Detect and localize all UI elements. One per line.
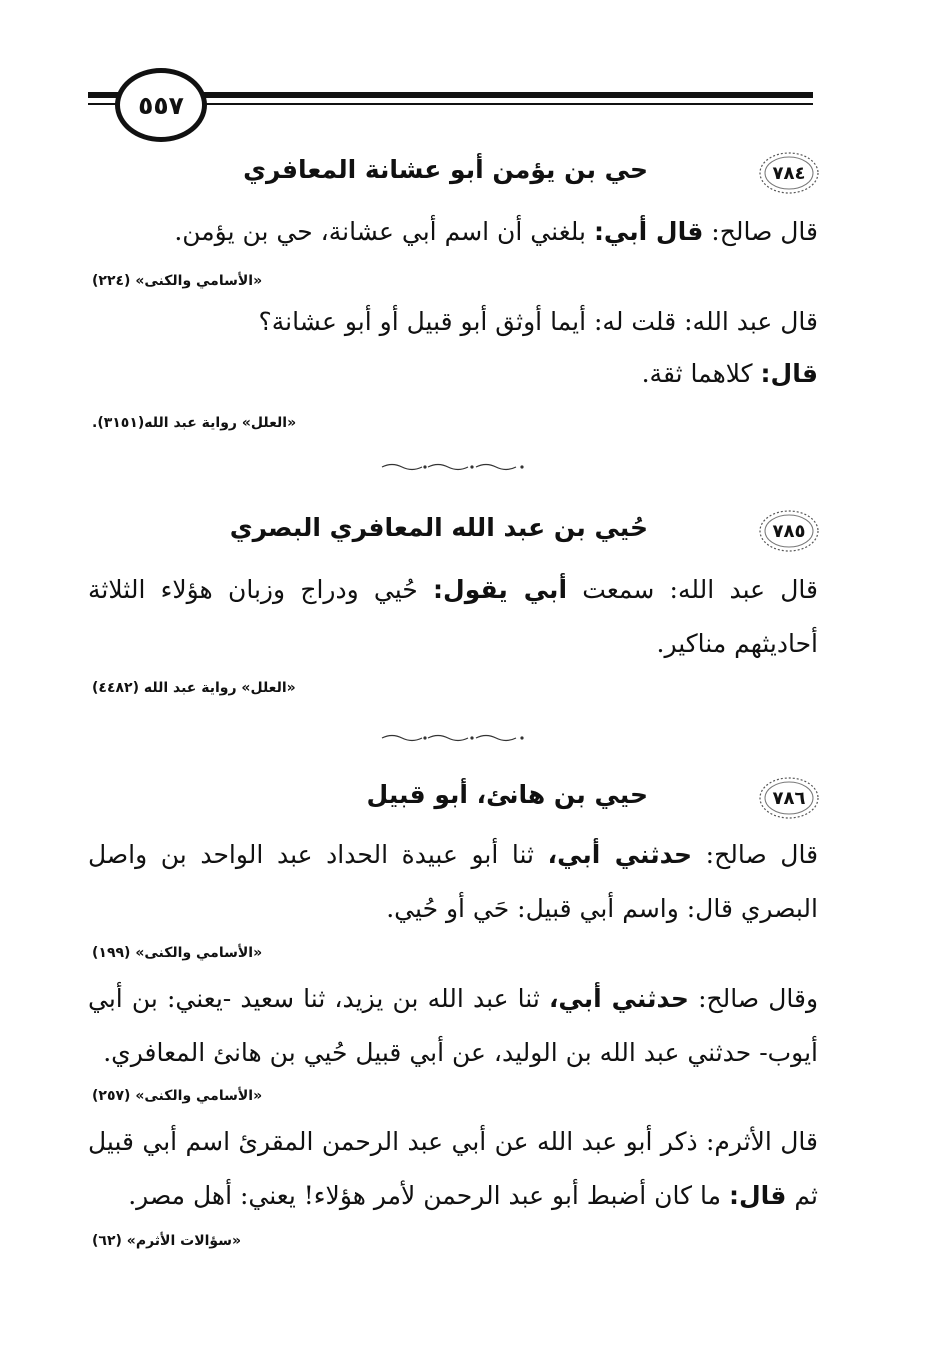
ornamental-divider bbox=[380, 462, 530, 472]
source-citation: «سؤالات الأثرم» (٦٢) bbox=[92, 1233, 242, 1249]
paragraph-text: ما كان أضبط أبو عبد الرحمن لأمر هؤلاء! يعني: أهل مصر. bbox=[128, 1181, 722, 1210]
paragraph-text: بلغني أن اسم أبي عشانة، حي بن يؤمن. bbox=[174, 217, 586, 246]
paragraph-text: سمعت bbox=[582, 575, 655, 604]
bold-phrase: حدثني أبي، bbox=[547, 840, 693, 869]
paragraph-text: قلت له: أيما أوثق أبو قبيل أو أبو عشانة؟ bbox=[258, 307, 677, 336]
bold-phrase: قال أبي: bbox=[593, 217, 704, 246]
entry-number-badge bbox=[758, 775, 820, 821]
paragraph-text: ذكر أبو عبد الله عن أبي عبد الرحمن المقرئ اسم أبي قبيل ثم bbox=[88, 1127, 818, 1210]
bold-phrase: أبي يقول: bbox=[433, 575, 568, 604]
paragraph-text: حُيي ودراج وزبان هؤلاء الثلاثة أحاديثهم مناكير. bbox=[88, 575, 818, 658]
entry-paragraph bbox=[88, 563, 818, 671]
page-number: ٥٥٧ bbox=[115, 68, 207, 142]
entry-paragraph bbox=[88, 972, 818, 1080]
entry-number-badge bbox=[758, 508, 820, 554]
entry-paragraph bbox=[88, 295, 818, 349]
speaker: قال الأثرم: bbox=[706, 1127, 818, 1156]
entry-number: ٧٨٤ bbox=[772, 162, 806, 184]
speaker: قال صالح: bbox=[711, 217, 818, 246]
speaker: قال عبد الله: bbox=[669, 575, 819, 604]
source-citation: «الأسامي والكنى» (٢٢٤) bbox=[92, 273, 263, 289]
paragraph-text: ثنا أبو عبيدة الحداد عبد الواحد بن واصل البصري قال: واسم أبي قبيل: حَي أو حُيي. bbox=[88, 840, 818, 923]
bold-phrase: قال: bbox=[728, 1181, 787, 1210]
paragraph-text: كلاهما ثقة. bbox=[641, 359, 753, 388]
ornamental-divider bbox=[380, 733, 530, 743]
entry-number-badge bbox=[758, 150, 820, 196]
bold-phrase: قال: bbox=[760, 359, 818, 388]
entry-paragraph bbox=[88, 205, 818, 259]
speaker: قال صالح: bbox=[705, 840, 819, 869]
source-citation: «الأسامي والكنى» (٢٥٧) bbox=[92, 1088, 263, 1104]
entry-paragraph bbox=[88, 347, 818, 401]
entry-number: ٧٨٦ bbox=[772, 787, 806, 809]
source-citation: «الأسامي والكنى» (١٩٩) bbox=[92, 945, 263, 961]
entry-number: ٧٨٥ bbox=[772, 520, 806, 542]
bold-phrase: حدثني أبي، bbox=[548, 984, 689, 1013]
paragraph-text: ثنا عبد الله بن يزيد، ثنا سعيد -يعني: بن أبي أيوب- حدثني عبد الله بن الوليد، عن أبي قبيل حُيي بن هانئ المعافري. bbox=[88, 984, 818, 1067]
entry-title: حيي بن هانئ، أبو قبيل bbox=[366, 780, 648, 809]
source-citation: «العلل» رواية عبد الله (٤٤٨٢) bbox=[92, 680, 296, 696]
speaker: قال عبد الله: bbox=[684, 307, 818, 336]
speaker: وقال صالح: bbox=[698, 984, 819, 1013]
entry-title: حي بن يؤمن أبو عشانة المعافري bbox=[243, 155, 648, 184]
entry-title: حُيي بن عبد الله المعافري البصري bbox=[229, 513, 648, 542]
entry-paragraph bbox=[88, 1115, 818, 1223]
entry-paragraph bbox=[88, 828, 818, 936]
source-citation: «العلل» رواية عبد الله(٣١٥١). bbox=[92, 415, 297, 431]
